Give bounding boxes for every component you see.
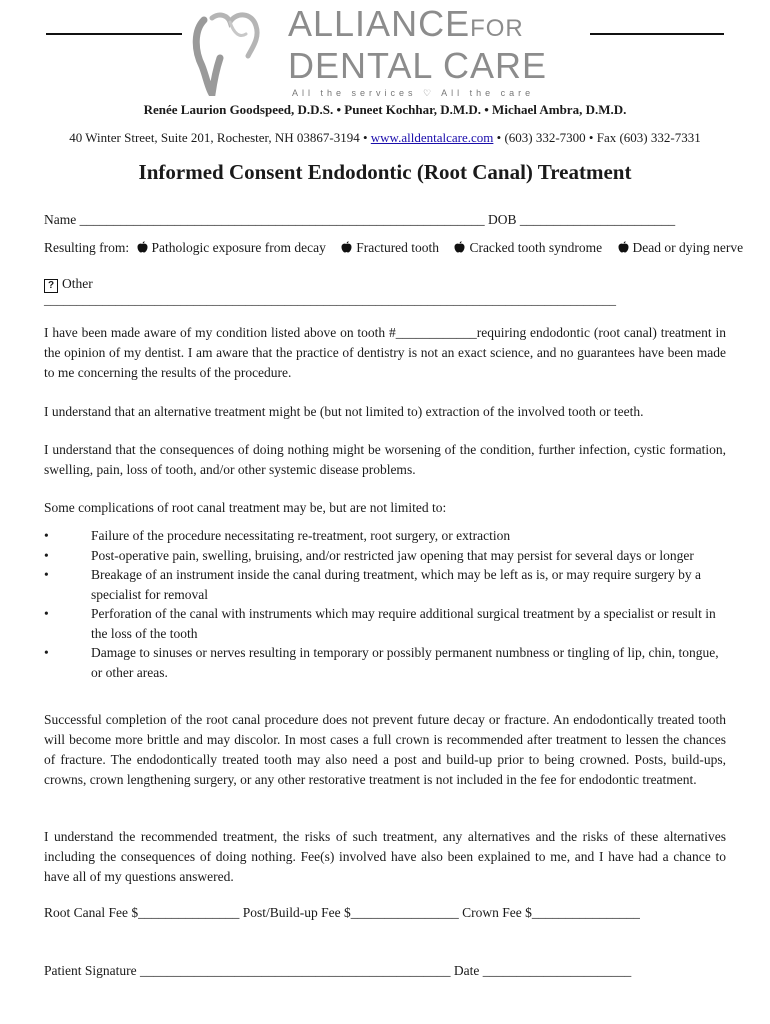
resulting-from-row — [44, 240, 743, 256]
logo-alliance: ALLIANCE — [288, 3, 471, 44]
apple-bullet-icon — [618, 241, 629, 253]
paragraph-consequences: I understand that the consequences of doing nothing might be worsening of the condition, further infection, cystic formation, swelling, pain, loss of tooth, and/or other systemic disease problems. — [44, 442, 726, 477]
form-title: Informed Consent Endodontic (Root Canal) Treatment — [138, 160, 632, 184]
doctor-names: Renée Laurion Goodspeed, D.D.S. • Puneet Kochhar, D.M.D. • Michael Ambra, D.M.D. — [143, 102, 627, 117]
header-rule-left — [46, 33, 182, 35]
paragraph-condition: I have been made aware of my condition listed above on tooth #____________requiring endodontic (root canal) treatment in the opinion of my dentist. I am aware that the practice of dentistry is not an exact science, and no guarantees have been made to me concerning the results of the procedure. — [44, 325, 726, 380]
resulting-from-label: Resulting from: — [44, 240, 130, 255]
other-option[interactable] — [44, 276, 93, 293]
header-rule-right — [590, 33, 724, 35]
logo-for: FOR — [470, 15, 524, 42]
logo-tagline: All the services ♡ All the care — [292, 88, 535, 98]
list-item: • Damage to sinuses or nerves resulting in temporary or possibly permanent numbness or tingling of lip, chin, tongue, or other areas. — [44, 645, 719, 680]
paragraph-alternative: I understand that an alternative treatment might be (but not limited to) extraction of the involved tooth or teeth. — [44, 404, 644, 419]
practice-address: 40 Winter Street, Suite 201, Rochester, NH 03867-3194 • www.alldentalcare.com • (603) 332-7300 • Fax (603) 332-7331 — [69, 130, 701, 145]
name-dob-field[interactable]: Name ____________________________________________________________ DOB _______________________ — [44, 212, 676, 227]
website-link[interactable]: www.alldentalcare.com — [370, 130, 494, 145]
list-item: • Post-operative pain, swelling, bruising, and/or restricted jaw opening that may persist for several days or longer — [44, 547, 694, 563]
other-label: Other — [62, 276, 93, 291]
paragraph-complications-intro: Some complications of root canal treatment may be, but are not limited to: — [44, 500, 447, 515]
signature-date-field[interactable]: Patient Signature ______________________________________________ Date ______________________ — [44, 963, 632, 978]
option-cracked[interactable]: Cracked tooth syndrome — [454, 240, 602, 255]
apple-bullet-icon — [454, 241, 465, 253]
complications-list — [44, 526, 726, 682]
apple-bullet-icon — [341, 241, 352, 253]
tooth-logo-icon — [190, 8, 260, 96]
option-fractured[interactable]: Fractured tooth — [341, 240, 439, 255]
option-dead-nerve[interactable]: Dead or dying nerve — [618, 240, 744, 255]
list-item: • Perforation of the canal with instruments which may require additional surgical treatment by a specialist or result in the loss of the tooth — [44, 606, 716, 641]
other-checkbox[interactable]: ? — [44, 279, 58, 293]
other-line[interactable]: ________________________________________________________________________________________ — [44, 292, 616, 307]
apple-bullet-icon — [137, 241, 148, 253]
option-decay[interactable]: Pathologic exposure from decay — [137, 240, 326, 255]
paragraph-understanding: I understand the recommended treatment, the risks of such treatment, any alternatives and the risks of these alternatives including the consequences of doing nothing. Fee(s) involved have also been explained to me, and I have had a chance to have all of my questions answered. — [44, 829, 726, 884]
list-item: • Failure of the procedure necessitating re-treatment, root surgery, or extraction — [44, 528, 511, 543]
logo-dental-care: DENTAL CARE — [288, 45, 548, 86]
fee-fields[interactable]: Root Canal Fee $_______________ Post/Build-up Fee $________________ Crown Fee $________________ — [44, 905, 640, 920]
list-item: • Breakage of an instrument inside the canal during treatment, which may be left as is, or may require surgery by a specialist for removal — [44, 567, 702, 602]
paragraph-successful-completion: Successful completion of the root canal procedure does not prevent future decay or fracture. An endodontically treated tooth will become more brittle and may discolor. In most cases a full crown is recommended after treatment to lessen the chances of fracture. The endodontically treated tooth may also need a post and build-up prior to being crowned. Posts, build-ups, crowns, crown lengthening surgery, or any other restorative treatment is not included in the fee for endodontic treatment. — [44, 712, 726, 787]
